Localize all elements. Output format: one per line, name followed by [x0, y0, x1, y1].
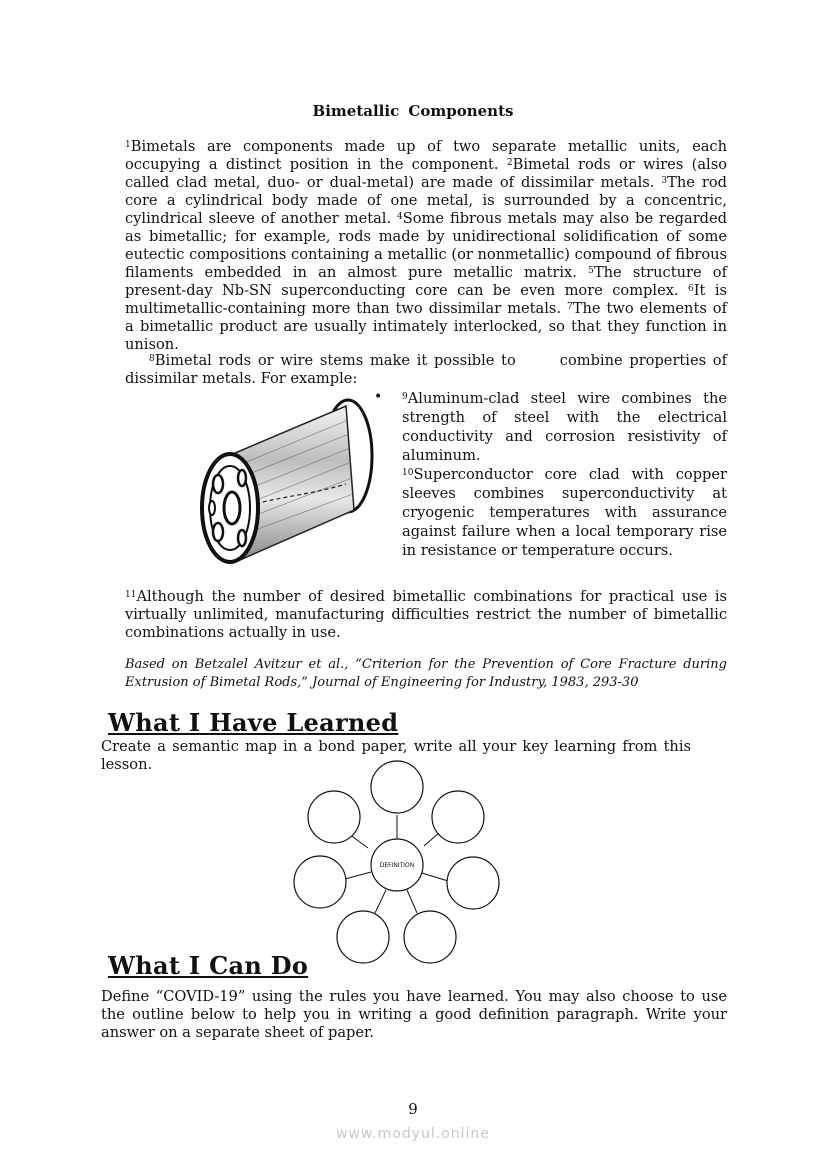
- wire-spool-illustration: [196, 398, 378, 566]
- bullet-examples: [402, 389, 727, 560]
- example-superconductor: $^{10}$Superconductor core clad with copper sleeves combines superconductivity at cryogenic temperatures with assurance against failure when a local temporary rise in resistance or temperature occurs.: [402, 466, 727, 559]
- page-number: 9: [408, 1100, 418, 1118]
- map-node-right: [447, 857, 499, 909]
- map-node-upper-left: [308, 791, 360, 843]
- watermark: www.modyul.online: [336, 1126, 490, 1142]
- learned-instruction: Create a semantic map in a bond paper, write all your key learning from this lesson.: [101, 738, 691, 773]
- map-node-lower-right: [404, 911, 456, 963]
- paragraph-bimetal-rods: $^8$Bimetal rods or wire stems make it possible to combine properties of dissimilar metals. For example:: [125, 352, 727, 387]
- paragraph-combinations: $^{11}$Although the number of desired bimetallic combinations for practical use is virtually unlimited, manufacturing difficulties restrict the number of bimetallic combinations actually in use.: [125, 588, 727, 641]
- map-node-top: [371, 761, 423, 813]
- bullet-marker: •: [374, 389, 383, 405]
- section-title: Bimetallic Components: [312, 102, 514, 120]
- heading-what-i-have-learned: What I Have Learned: [108, 708, 399, 737]
- map-node-left: [294, 856, 346, 908]
- paragraph-bimetals-definition: $^1$Bimetals are components made up of two separate metallic units, each occupying a distinct position in the component. $^2$Bimetal rods or wires (also called clad metal, duo- or dual-metal) are made of dissimilar metals. $^3$The rod core a cylindrical body made of one metal, is surrounded by a concentric, cylindrical sleeve of another metal. $^4$Some fibrous metals may also be regarded as bimetallic; for example, rods made by unidirectional solidification of some eutectic compositions containing a metallic (or nonmetallic) compound of fibrous filaments embedded in an almost pure metallic matrix. $^5$The structure of present-day Nb-SN superconducting core can be even more complex. $^6$It is multimetallic-containing more than two dissimilar metals. $^7$The two elements of a bimetallic product are usually intimately interlocked, so that they function in unison.: [125, 138, 728, 353]
- source-citation: Based on Betzalel Avitzur et al., “Criterion for the Prevention of Core Fracture during Extrusion of Bimetal Rods,” Journal of Engineering for Industry, 1983, 293-30: [125, 657, 727, 690]
- can-do-instruction: Define “COVID-19” using the rules you have learned. You may also choose to use the outline below to help you in writing a good definition paragraph. Write your answer on a separate sheet of paper.: [101, 988, 727, 1041]
- map-center-label: DEFINITION: [379, 862, 415, 869]
- semantic-map-diagram: [290, 755, 505, 970]
- example-aluminum-clad: $^9$Aluminum-clad steel wire combines the strength of steel with the electrical conductivity and corrosion resistivity of aluminum.: [402, 390, 727, 464]
- map-node-lower-left: [337, 911, 389, 963]
- heading-what-i-can-do: What I Can Do: [108, 951, 309, 980]
- map-node-upper-right: [432, 791, 484, 843]
